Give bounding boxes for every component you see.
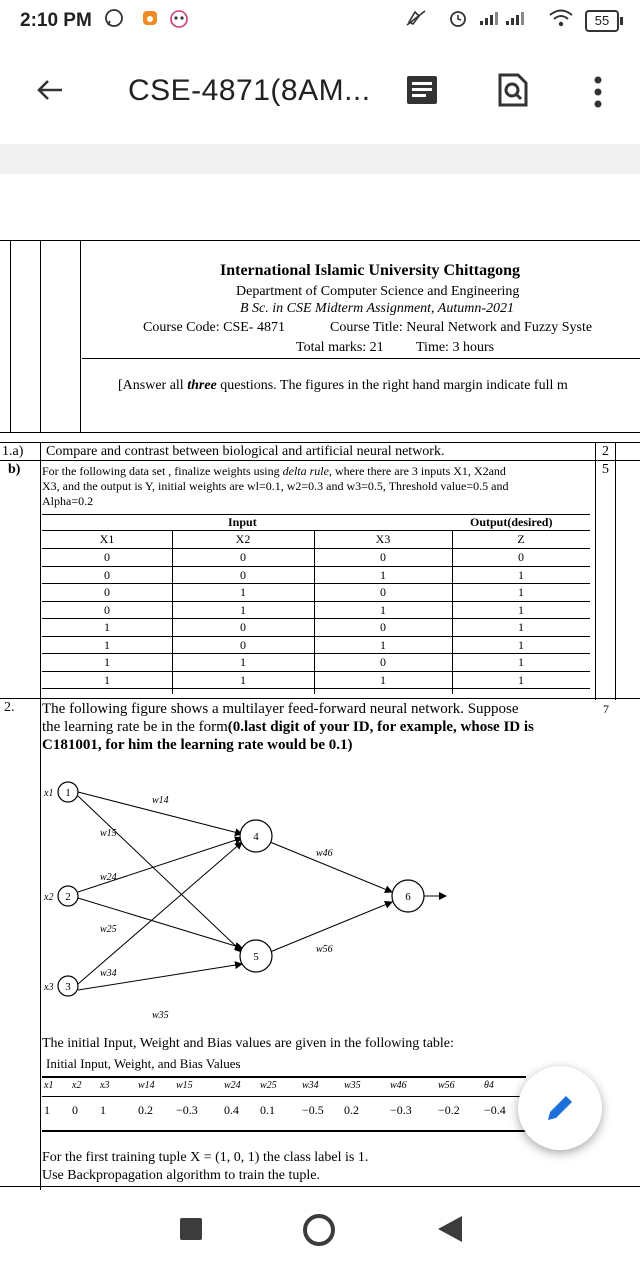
wifi-icon: [548, 8, 574, 33]
edge-2-5: [78, 898, 242, 948]
weights-value: 0.2: [138, 1103, 153, 1117]
network-weight-label: w24: [100, 872, 117, 883]
q1a-text: Compare and contrast between biological and artificial neural network.: [46, 444, 445, 459]
table-cell: 0: [104, 602, 110, 617]
table-header: Z: [517, 532, 525, 546]
network-input-label: x1: [44, 788, 54, 799]
table-cell: 0: [518, 550, 524, 564]
weights-header: θ4: [484, 1080, 494, 1091]
weights-header: w56: [438, 1080, 455, 1091]
instructions-post: questions. The figures in the right hand margin indicate full m: [216, 378, 568, 393]
table-cell: 1: [380, 567, 386, 582]
network-weight-label: w34: [100, 968, 117, 979]
edit-fab[interactable]: [518, 1066, 602, 1150]
q2-marks: 7: [603, 702, 609, 716]
weights-value: 0.4: [224, 1103, 239, 1117]
q1a-number: 1.a): [2, 444, 24, 459]
table-cell: 1: [104, 637, 110, 652]
q2-line2-bold: (0.last digit of your ID, for example, whose ID is: [227, 719, 534, 735]
q1b-line1-emphasis: delta rule: [282, 464, 329, 478]
table-cell: 1: [104, 672, 110, 687]
instructions: [118, 378, 568, 394]
table-cell: 0: [104, 550, 110, 564]
q2-table-intro: The initial Input, Weight and Bias values are given in the following table:: [42, 1036, 454, 1051]
table-cell: 1: [240, 672, 246, 687]
weights-header: w34: [302, 1080, 319, 1091]
alarm-icon: [448, 8, 468, 33]
q2-number: 2.: [4, 700, 15, 715]
mute-icon: [405, 8, 427, 33]
university-name: International Islamic University Chittagong: [220, 262, 520, 279]
time-allowed: Time: 3 hours: [416, 340, 495, 355]
q2-line3-bold: C181001, for him the learning rate would be 0.1): [42, 737, 353, 753]
weights-header: w14: [138, 1080, 155, 1091]
weights-value: 1: [44, 1103, 50, 1117]
table-cell: 1: [104, 655, 110, 669]
course-title: Course Title: Neural Network and Fuzzy Syste: [330, 320, 593, 335]
q2-class-label-text: For the first training tuple X = (1, 0, 1) the class label is 1.: [42, 1150, 369, 1165]
network-weight-label: w56: [316, 944, 333, 955]
weights-header: w25: [260, 1080, 277, 1091]
network-node-label: 6: [405, 891, 411, 903]
edge-3-4: [78, 842, 242, 984]
weights-header: w15: [176, 1080, 193, 1091]
search-document-icon[interactable]: [494, 72, 530, 115]
neural-network-diagram: [30, 774, 450, 1034]
q1b-line1: For the following data set , finalize weights using: [42, 464, 283, 478]
panda-icon: [168, 8, 190, 33]
nav-recents-icon[interactable]: [178, 1216, 204, 1247]
network-node-label: 1: [65, 787, 71, 799]
table-cell: 1: [518, 637, 524, 652]
weights-value: −0.3: [390, 1103, 412, 1117]
table-cell: 1: [518, 655, 524, 669]
table-header: X2: [235, 532, 251, 546]
weights-header: x1: [44, 1080, 54, 1091]
table-cell: 1: [380, 637, 386, 652]
table-cell: 1: [380, 602, 386, 617]
reader-mode-icon[interactable]: [404, 72, 440, 115]
weights-header: w46: [390, 1080, 407, 1091]
network-input-label: x2: [44, 892, 54, 903]
nav-back-icon[interactable]: [436, 1214, 464, 1249]
weights-header: w24: [224, 1080, 241, 1091]
weights-value: 0.2: [344, 1103, 359, 1117]
weights-value: −0.2: [438, 1103, 460, 1117]
notification-icon: [140, 8, 160, 33]
weights-table: [42, 1076, 526, 1136]
table-cell: 1: [518, 620, 524, 634]
table-cell: 0: [240, 620, 246, 634]
table-cell: 1: [104, 620, 110, 634]
q2-backprop-text: Use Backpropagation algorithm to train the tuple.: [42, 1168, 320, 1183]
weights-header: x2: [72, 1080, 82, 1091]
network-weight-label: w15: [100, 828, 117, 839]
program-name: B Sc. in CSE Midterm Assignment, Autumn-2021: [240, 301, 515, 316]
status-time: 2:10 PM: [20, 10, 92, 31]
q2-line1: The following figure shows a multilayer feed-forward neural network. Suppose: [42, 701, 519, 717]
table-cell: 0: [240, 637, 246, 652]
table-cell: 0: [104, 585, 110, 599]
table-cell: 1: [240, 655, 246, 669]
q1b-line2: X3, and the output is Y, initial weights are wl=0.1, w2=0.3 and w3=0.5, Threshold value=0.5 and: [42, 479, 509, 493]
table-cell: 1: [380, 672, 386, 687]
q1b-marks: 5: [602, 462, 609, 477]
battery-indicator: 55: [585, 10, 619, 32]
table-cell: 1: [518, 585, 524, 599]
network-node-label: 4: [253, 831, 259, 843]
q1a-marks: 2: [602, 444, 609, 459]
signal-icon: [478, 8, 530, 33]
q2-text: [42, 700, 592, 754]
table-header: X3: [375, 532, 391, 546]
course-code: Course Code: CSE- 4871: [143, 320, 285, 335]
network-node-label: 2: [65, 891, 71, 903]
table-group-output: Output(desired): [470, 515, 553, 529]
back-arrow-icon[interactable]: [32, 72, 68, 117]
table-cell: 0: [380, 585, 386, 599]
document-page: [0, 174, 640, 1190]
nav-home-icon[interactable]: [301, 1212, 337, 1253]
total-marks: Total marks: 21: [296, 340, 384, 355]
toolbar-divider: [0, 144, 640, 174]
q1b-line3: Alpha=0.2: [42, 494, 94, 508]
department-name: Department of Computer Science and Engineering: [236, 284, 520, 299]
weights-value: −0.3: [176, 1103, 198, 1117]
document-title: CSE-4871(8AM...: [128, 74, 371, 107]
weights-header: w35: [344, 1080, 361, 1091]
status-bar: [0, 0, 640, 44]
network-weight-label: w46: [316, 848, 333, 859]
q1b-text: [42, 464, 592, 509]
whatsapp-icon: [104, 8, 124, 33]
network-weight-label: w35: [152, 1010, 169, 1021]
instructions-bold: three: [187, 378, 217, 393]
table-cell: 1: [240, 602, 246, 617]
weights-value: 0: [72, 1103, 78, 1117]
table-cell: 1: [518, 602, 524, 617]
weights-value: −0.4: [484, 1103, 506, 1117]
weights-header: x3: [100, 1080, 110, 1091]
network-weight-label: w25: [100, 924, 117, 935]
table-cell: 1: [240, 585, 246, 599]
q2-line2: the learning rate be in the form: [42, 719, 228, 735]
table-cell: 0: [380, 550, 386, 564]
instructions-pre: [Answer all: [118, 378, 188, 393]
table-cell: 0: [240, 550, 246, 564]
table-cell: 0: [380, 620, 386, 634]
data-table: [42, 514, 590, 694]
edge-2-4: [78, 838, 242, 892]
table-cell: 0: [104, 567, 110, 582]
app-bar: [0, 44, 640, 144]
edit-pencil-icon: [542, 1090, 578, 1126]
table-cell: 1: [518, 567, 524, 582]
weights-value: 0.1: [260, 1103, 275, 1117]
q1b-number: b): [8, 462, 21, 477]
weights-value: −0.5: [302, 1103, 324, 1117]
q1b-line1-post: , where there are 3 inputs X1, X2and: [328, 464, 506, 478]
network-input-label: x3: [44, 982, 54, 993]
table-cell: 0: [380, 655, 386, 669]
network-node-label: 5: [253, 951, 259, 963]
network-node-label: 3: [65, 981, 71, 993]
table-group-input: Input: [228, 515, 257, 529]
weights-table-caption: Initial Input, Weight, and Bias Values: [46, 1056, 241, 1071]
navigation-bar: [0, 1190, 640, 1280]
more-vert-icon[interactable]: [590, 72, 606, 119]
table-cell: 1: [518, 672, 524, 687]
table-header: X1: [99, 532, 115, 546]
table-cell: 0: [240, 567, 246, 582]
weights-value: 1: [100, 1103, 106, 1117]
network-weight-label: w14: [152, 795, 169, 806]
